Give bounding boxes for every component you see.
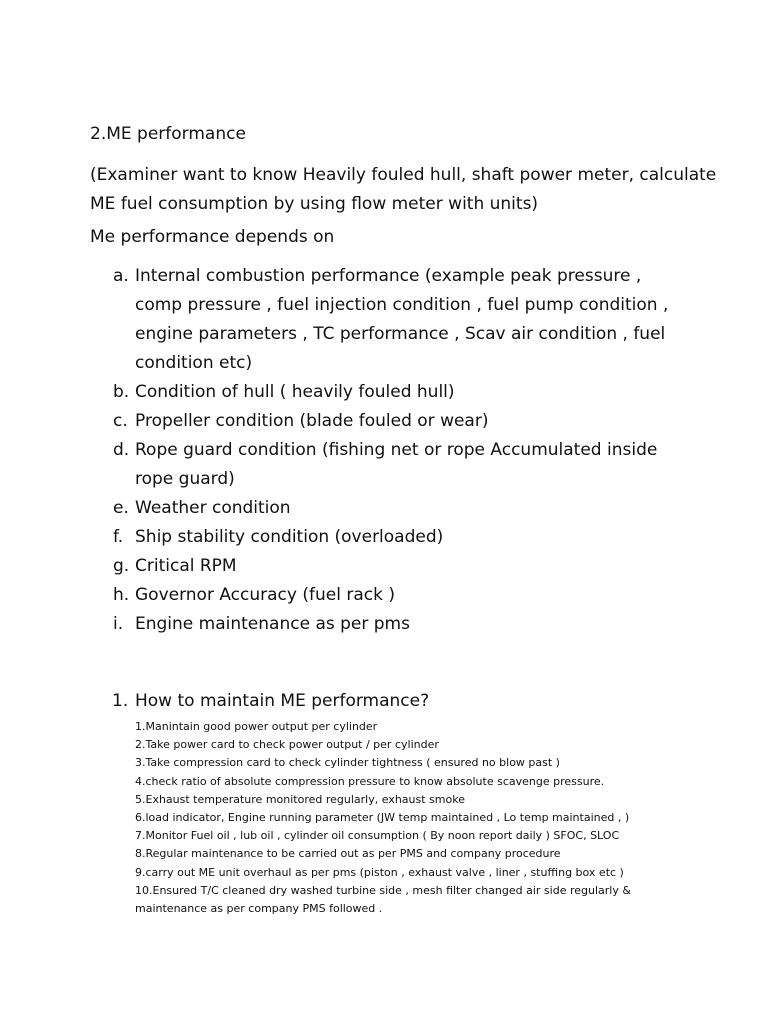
list-item: 1.Manintain good power output per cylinder bbox=[135, 720, 378, 733]
list-item-text: Internal combustion performance (example peak pressure , comp pressure , fuel injection condition , fuel pump condition , engine parameters , TC performance , Scav air condition , fuel condition etc) bbox=[135, 266, 669, 373]
list-item: 6.load indicator, Engine running parameter (JW temp maintained , Lo temp maintained , ) bbox=[135, 811, 630, 825]
list-marker: g. bbox=[113, 556, 130, 576]
list-item: 10.Ensured T/C cleaned dry washed turbine side , mesh filter changed air side regularly & maintenance as per company PMS followed . bbox=[135, 883, 631, 916]
list-item bbox=[90, 436, 690, 494]
list-item bbox=[90, 407, 690, 436]
list-item bbox=[90, 262, 690, 378]
list-item: 5.Exhaust temperature monitored regularly, exhaust smoke bbox=[135, 792, 465, 806]
list-item bbox=[90, 378, 690, 407]
list-marker: h. bbox=[113, 585, 130, 605]
maintenance-steps-list bbox=[135, 718, 695, 918]
list-marker: e. bbox=[113, 498, 129, 518]
list-item-text: Critical RPM bbox=[135, 556, 237, 576]
list-item-text: Governor Accuracy (fuel rack ) bbox=[135, 585, 395, 605]
list-marker: i. bbox=[113, 614, 124, 634]
list-item-text: Engine maintenance as per pms bbox=[135, 614, 410, 634]
section-heading: 2.ME performance bbox=[90, 124, 246, 144]
depends-label: Me performance depends on bbox=[90, 227, 335, 247]
question-text: How to maintain ME performance? bbox=[135, 691, 430, 711]
list-item: 7.Monitor Fuel oil , lub oil , cylinder oil consumption ( By noon report daily ) SFOC, SLOC bbox=[135, 829, 620, 843]
list-item: 8.Regular maintenance to be carried out as per PMS and company procedure bbox=[135, 847, 561, 861]
performance-factors-list bbox=[90, 262, 690, 639]
list-marker: c. bbox=[113, 411, 128, 431]
question-heading bbox=[112, 691, 429, 711]
list-item bbox=[90, 494, 690, 523]
list-item: 4.check ratio of absolute compression pressure to know absolute scavenge pressure. bbox=[135, 774, 605, 788]
list-item bbox=[90, 610, 690, 639]
question-marker: 1. bbox=[112, 691, 129, 711]
list-marker: a. bbox=[113, 266, 129, 286]
list-marker: b. bbox=[113, 382, 130, 402]
list-item-text: Condition of hull ( heavily fouled hull) bbox=[135, 382, 455, 402]
list-item-text: Rope guard condition (fishing net or rope Accumulated inside rope guard) bbox=[135, 440, 658, 489]
list-item-text: Propeller condition (blade fouled or wear) bbox=[135, 411, 489, 431]
list-marker: d. bbox=[113, 440, 130, 460]
list-item: 3.Take compression card to check cylinder tightness ( ensured no blow past ) bbox=[135, 756, 560, 770]
list-marker: f. bbox=[113, 527, 124, 547]
list-item-text: Weather condition bbox=[135, 498, 291, 518]
list-item bbox=[90, 581, 690, 610]
list-item: 2.Take power card to check power output / per cylinder bbox=[135, 738, 439, 752]
list-item bbox=[90, 552, 690, 581]
list-item-text: Ship stability condition (overloaded) bbox=[135, 527, 444, 547]
list-item: 9.carry out ME unit overhaul as per pms (piston , exhaust valve , liner , stuffing box etc ) bbox=[135, 865, 624, 879]
examiner-note: (Examiner want to know Heavily fouled hull, shaft power meter, calculate ME fuel consumption by using flow meter with units) bbox=[90, 165, 717, 214]
list-item bbox=[90, 523, 690, 552]
